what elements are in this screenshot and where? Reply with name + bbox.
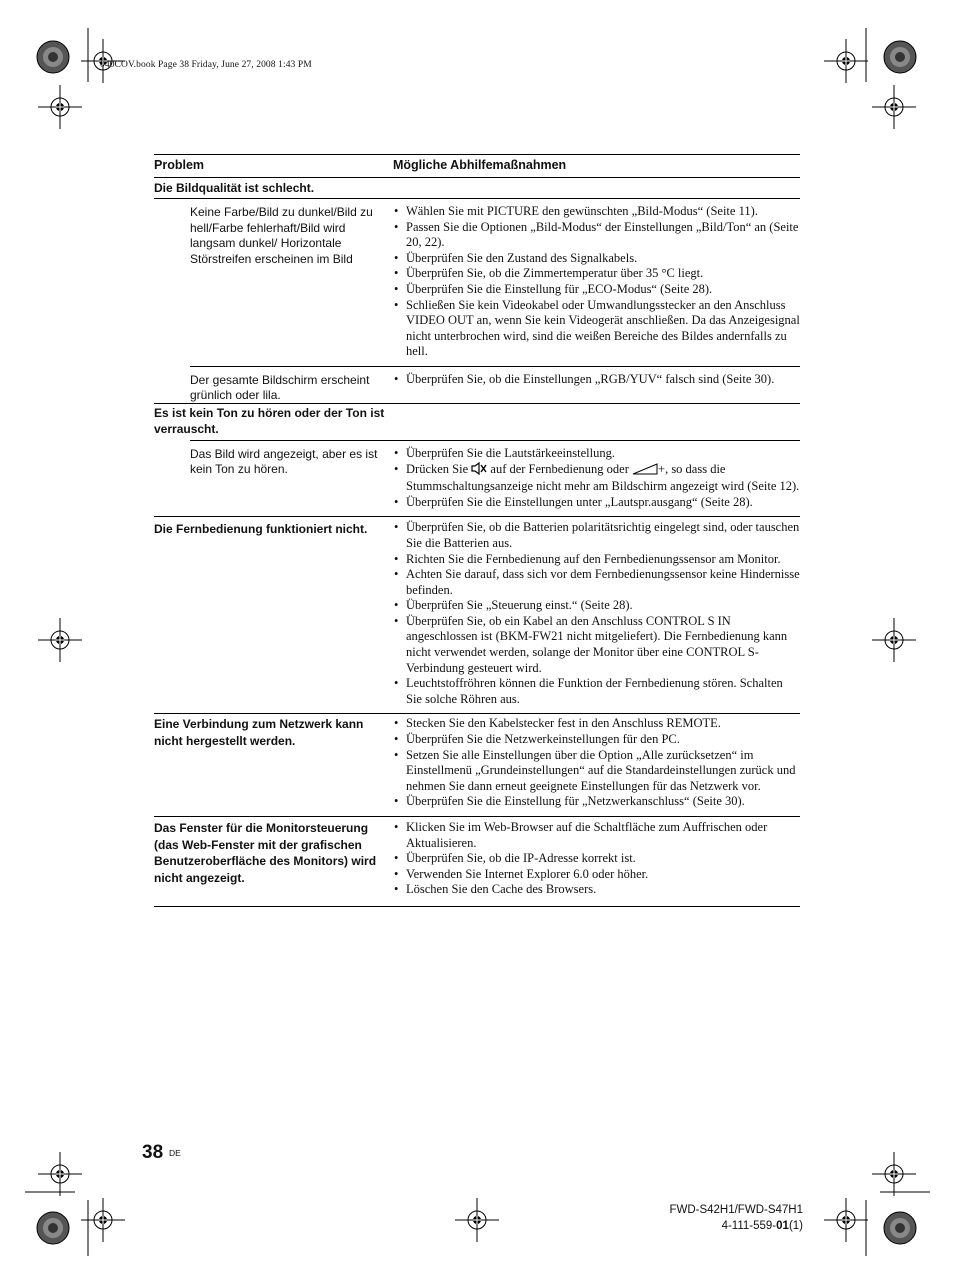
code-bold: 01 xyxy=(776,1220,789,1232)
crosshair-mark-icon xyxy=(824,1198,868,1242)
registration-circle-icon xyxy=(37,1212,69,1244)
list-item: • Überprüfen Sie die Einstellung für „Netzwerkanschluss“ (Seite 30). xyxy=(393,794,800,810)
page-number: 38 xyxy=(142,1142,164,1163)
page-language: DE xyxy=(169,1148,181,1158)
solution-cell xyxy=(393,441,800,516)
crosshair-mark-icon xyxy=(38,618,82,662)
registration-circle-icon xyxy=(884,41,916,73)
list-item: • Schließen Sie kein Videokabel oder Umwandlungsstecker an den Anschluss VIDEO OUT an, wenn Sie kein Videogerät anschließen. Da das Anzeigesignal nicht unterbrochen wird, sind die weißen Bereiche des Bildes andernfalls zu hell. xyxy=(393,298,800,360)
list-item: • Setzen Sie alle Einstellungen über die Option „Alle zurücksetzen“ im Einstellmenü „Grundeinstellungen“ auf die Standardeinstellungen zurück und nehmen Sie dann erneut geeignete Einstellungen für das Netzwerk vor. xyxy=(393,748,800,795)
list-item: • Überprüfen Sie, ob die Einstellungen „RGB/YUV“ falsch sind (Seite 30). xyxy=(393,372,800,388)
table-row xyxy=(154,198,800,366)
solution-cell xyxy=(393,817,800,906)
list-item: • Überprüfen Sie die Lautstärkeeinstellung. xyxy=(393,446,800,462)
list-item: • Überprüfen Sie, ob ein Kabel an den Anschluss CONTROL S IN angeschlossen ist (BKM-FW21 nicht mitgeliefert). Die Fernbedienung kann nicht verwendet werden, solange der Monitor über eine CONTROL S-Verbindung gesteuert wird. xyxy=(393,614,800,676)
col-problem-header: Problem xyxy=(154,158,205,172)
solution-cell xyxy=(393,714,800,816)
list-item: • Überprüfen Sie den Zustand des Signalkabels. xyxy=(393,251,800,267)
crosshair-mark-icon xyxy=(824,39,868,83)
solution-cell xyxy=(393,199,800,366)
crosshair-mark-icon xyxy=(872,85,916,129)
crosshair-mark-icon xyxy=(872,618,916,662)
document-code xyxy=(722,1220,803,1232)
section-title-text: Es ist kein Ton zu hören oder der Ton ist verrauscht. xyxy=(154,405,385,437)
list-item: • Überprüfen Sie, ob die IP-Adresse korrekt ist. xyxy=(393,851,800,867)
list-item: • Wählen Sie mit PICTURE den gewünschten „Bild-Modus“ (Seite 11). xyxy=(393,204,800,220)
problem-cell: Das Fenster für die Monitorsteuerung (das Web-Fenster mit der grafischen Benutzeroberfläche des Monitors) wird nicht angezeigt. xyxy=(154,821,377,885)
list-item xyxy=(393,462,800,495)
file-info: 040COV.book Page 38 Friday, June 27, 2008 1:43 PM xyxy=(100,60,312,70)
table-row xyxy=(154,713,800,816)
solution-cell xyxy=(393,517,800,713)
list-item: • Passen Sie die Optionen „Bild-Modus“ der Einstellungen „Bild/Ton“ an (Seite 20, 22). xyxy=(393,220,800,251)
table-row xyxy=(190,366,800,404)
list-item: • Verwenden Sie Internet Explorer 6.0 oder höher. xyxy=(393,867,800,883)
list-item: • Überprüfen Sie „Steuerung einst.“ (Seite 28). xyxy=(393,598,800,614)
crosshair-mark-icon xyxy=(38,1152,82,1196)
press-text-middle: auf der Fernbedienung oder xyxy=(490,461,629,476)
mute-icon xyxy=(471,462,487,480)
list-item: • Überprüfen Sie die Einstellung für „ECO-Modus“ (Seite 28). xyxy=(393,282,800,298)
press-text-before: Drücken Sie xyxy=(406,461,469,476)
list-item: • Leuchtstoffröhren können die Funktion der Fernbedienung stören. Schalten Sie solche Röhren aus. xyxy=(393,676,800,707)
list-item: • Überprüfen Sie, ob die Zimmertemperatur über 35 °C liegt. xyxy=(393,266,800,282)
list-item: • Löschen Sie den Cache des Browsers. xyxy=(393,882,800,898)
model-number: FWD-S42H1/FWD-S47H1 xyxy=(669,1204,803,1216)
problem-cell: Die Fernbedienung funktioniert nicht. xyxy=(154,522,368,537)
crosshair-mark-icon xyxy=(872,1152,916,1196)
code-suffix: (1) xyxy=(788,1220,803,1232)
registration-circle-icon xyxy=(884,1212,916,1244)
list-item: • Stecken Sie den Kabelstecker fest in den Anschluss REMOTE. xyxy=(393,716,800,732)
press-text-after: +, so dass die Stummschaltungsanzeige nicht mehr am Bildschirm angezeigt wird (Seite 12). xyxy=(406,461,800,494)
list-item: • Richten Sie die Fernbedienung auf den Fernbedienungssensor am Monitor. xyxy=(393,552,800,568)
crosshair-mark-icon xyxy=(455,1198,499,1242)
registration-circle-icon xyxy=(37,41,69,73)
table-row xyxy=(190,440,800,516)
volume-icon xyxy=(632,463,658,480)
table-row xyxy=(154,516,800,713)
problem-cell: Keine Farbe/Bild zu dunkel/Bild zu hell/Farbe fehlerhaft/Bild wird langsam dunkel/ Horizontale Störstreifen erscheinen im Bild xyxy=(190,205,373,266)
crosshair-mark-icon xyxy=(38,85,82,129)
problem-cell: Eine Verbindung zum Netzwerk kann nicht hergestellt werden. xyxy=(154,717,364,748)
list-item: • Überprüfen Sie die Einstellungen unter „Lautspr.ausgang“ (Seite 28). xyxy=(393,495,800,511)
col-solution-header: Mögliche Abhilfemaßnahmen xyxy=(393,158,567,172)
problem-cell: Der gesamte Bildschirm erscheint grünlich oder lila. xyxy=(190,372,370,403)
code-prefix: 4-111-559- xyxy=(721,1220,777,1232)
section-title: Die Bildqualität ist schlecht. xyxy=(154,181,315,195)
list-item: • Klicken Sie im Web-Browser auf die Schaltfläche zum Auffrischen oder Aktualisieren. xyxy=(393,820,800,851)
solution-cell xyxy=(393,367,800,404)
table-header xyxy=(154,154,800,178)
section-title xyxy=(154,404,393,440)
table-row xyxy=(154,816,800,907)
list-item: • Überprüfen Sie die Netzwerkeinstellungen für den PC. xyxy=(393,732,800,748)
list-item: • Überprüfen Sie, ob die Batterien polaritätsrichtig eingelegt sind, oder tauschen Sie die Batterien aus. xyxy=(393,520,800,551)
list-item: • Achten Sie darauf, dass sich vor dem Fernbedienungssensor keine Hindernisse befinden. xyxy=(393,567,800,598)
troubleshooting-table xyxy=(154,154,800,907)
problem-cell: Das Bild wird angezeigt, aber es ist kein Ton zu hören. xyxy=(190,446,378,477)
